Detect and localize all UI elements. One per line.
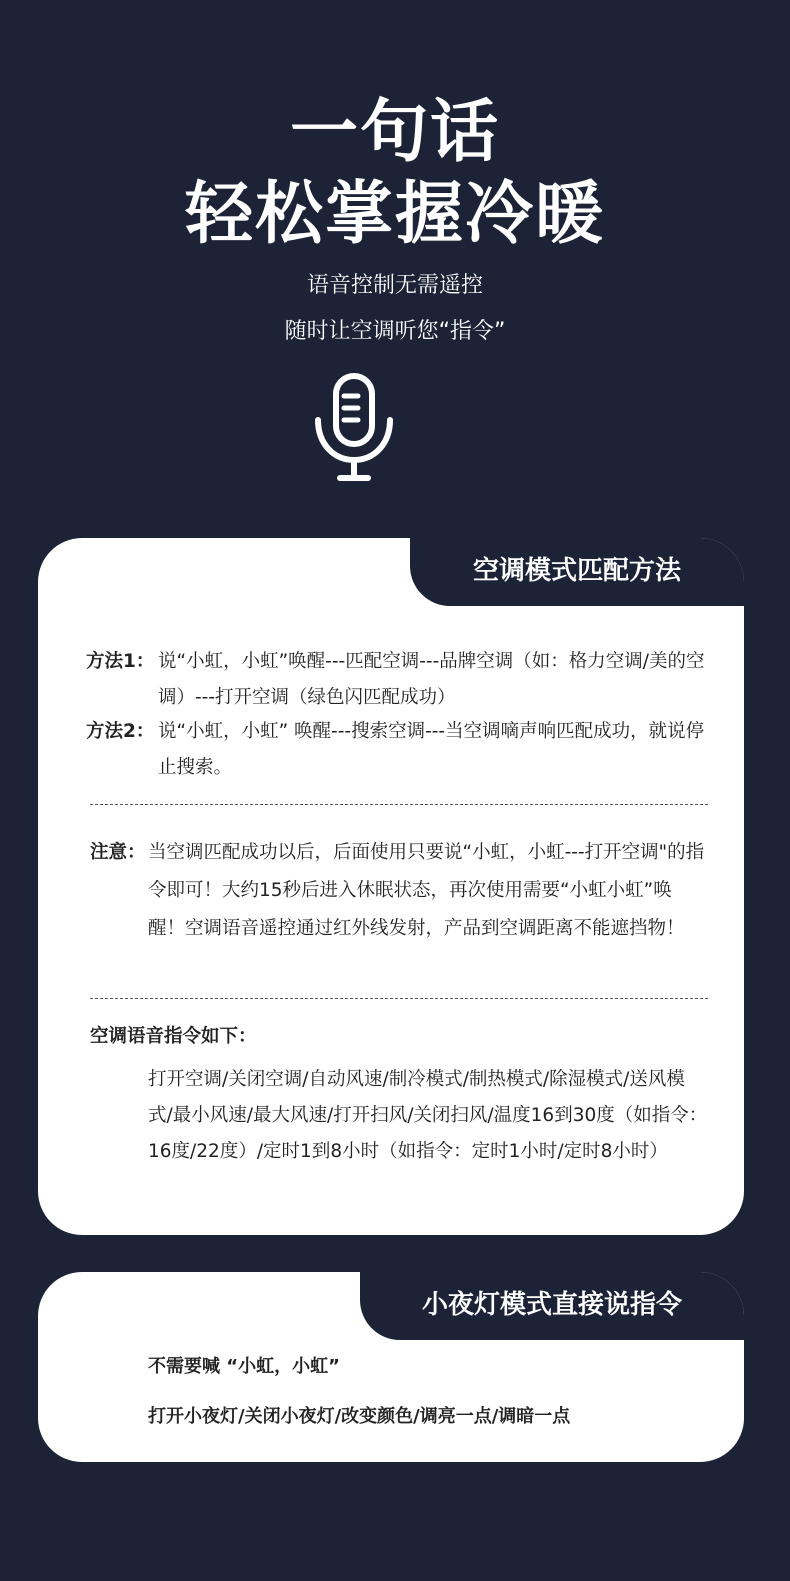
commands-list: 打开空调/关闭空调/自动风速/制冷模式/制热模式/除湿模式/送风模式/最小风速/最大风速/打开扫风/关闭扫风/温度16到30度（如指令：16度/22度）/定时1到8小时（如指令：定时1小时/定时8小时） [148, 1069, 708, 1162]
method1-text: 说“小虹，小虹”唤醒---匹配空调---品牌空调（如：格力空调/美的空调）---打开空调（绿色闪匹配成功） [158, 651, 705, 708]
note-label: 注意： [90, 842, 146, 863]
note-text: 当空调匹配成功以后，后面使用只要说“小虹，小虹---打开空调"的指令即可！大约15秒后进入休眠状态，再次使用需要“小虹小虹”唤醒！空调语音遥控通过红外线发射，产品到空调距离不能遮挡物！ [148, 842, 705, 939]
ac-matching-tab-title: 空调模式匹配方法 [410, 538, 744, 606]
hero-title-line2: 轻松掌握冷暖 [184, 175, 605, 254]
night-light-note: 不需要喊 “小虹，小虹” [148, 1356, 340, 1377]
night-light-commands: 打开小夜灯/关闭小夜灯/改变颜色/调亮一点/调暗一点 [148, 1406, 571, 1427]
hero-title-line1: 一句话 [289, 93, 500, 172]
night-light-card [38, 1272, 744, 1462]
method2-block [86, 714, 706, 786]
commands-title: 空调语音指令如下： [90, 1026, 257, 1047]
method2-text: 说“小虹，小虹” 唤醒---搜索空调---当空调嘀声响匹配成功，就说停止搜索。 [158, 721, 705, 778]
hero-subtitle-line1: 语音控制无需遥控 [306, 273, 483, 298]
note-block [90, 834, 706, 948]
dashed-divider-2 [90, 998, 708, 999]
night-light-tab-title: 小夜灯模式直接说指令 [360, 1272, 744, 1340]
microphone-icon [312, 372, 396, 484]
method2-label: 方法2： [86, 721, 155, 742]
dashed-divider-1 [90, 804, 708, 805]
method1-block [86, 644, 706, 716]
method1-label: 方法1： [86, 651, 155, 672]
hero-subtitle-line2: 随时让空调听您“指令” [284, 319, 506, 344]
ac-matching-card [38, 538, 744, 1235]
